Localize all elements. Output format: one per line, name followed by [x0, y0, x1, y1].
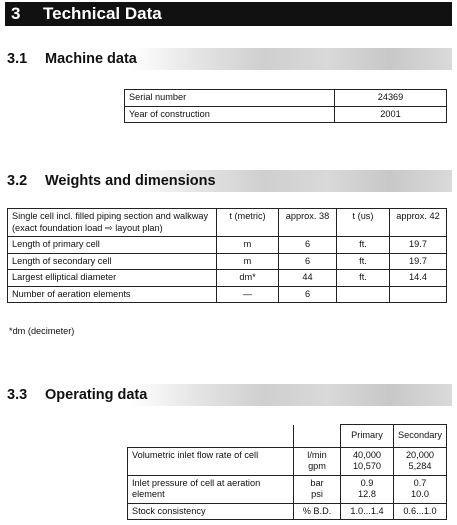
table-cell: [337, 286, 390, 303]
chapter-title: Technical Data: [43, 4, 162, 23]
section-title: Weights and dimensions: [45, 173, 216, 189]
table-cell: 14.4: [390, 270, 447, 287]
table-cell: 24369: [335, 90, 447, 107]
value-text: 10.0: [411, 489, 429, 499]
table-cell: [294, 447, 341, 475]
table-cell: Inlet pressure of cell at aeration element: [128, 475, 294, 503]
column-header-secondary: Secondary: [394, 425, 447, 448]
table-cell: 6: [279, 237, 337, 254]
table-cell: Serial number: [125, 90, 335, 107]
table-row: [128, 425, 447, 448]
table-cell: [128, 425, 294, 448]
table-cell: t (metric): [217, 209, 279, 237]
table-cell: ft.: [337, 253, 390, 270]
chapter-number: 3: [11, 4, 21, 23]
table-cell: [294, 425, 341, 448]
table-cell: 19.7: [390, 253, 447, 270]
footnote: *dm (decimeter): [9, 326, 75, 336]
table-row: [8, 270, 447, 287]
operating-data-table: [127, 424, 447, 520]
table-row: [8, 253, 447, 270]
table-cell: [341, 447, 394, 475]
table-cell: 44: [279, 270, 337, 287]
section-title: Machine data: [45, 51, 137, 67]
chapter-heading: [5, 2, 452, 26]
section-heading-machine-data: [5, 48, 452, 70]
table-cell: t (us): [337, 209, 390, 237]
table-cell: 2001: [335, 106, 447, 123]
value-text: 12.8: [358, 489, 376, 499]
table-cell: Number of aeration elements: [8, 286, 217, 303]
table-row: [125, 90, 447, 107]
value-text: 0.9: [360, 477, 374, 488]
table-cell: 0.6...1.0: [394, 503, 447, 520]
table-cell: Single cell incl. filled piping section and walkway (exact foundation load ⇨ layout plan): [8, 209, 217, 237]
table-row: [8, 286, 447, 303]
value-text: 40,000: [352, 449, 382, 460]
table-row: [125, 106, 447, 123]
table-cell: approx. 38: [279, 209, 337, 237]
table-cell: approx. 42: [390, 209, 447, 237]
table-cell: Length of secondary cell: [8, 253, 217, 270]
table-cell: [394, 475, 447, 503]
table-cell: [390, 286, 447, 303]
table-row: [8, 237, 447, 254]
table-cell: m: [217, 237, 279, 254]
table-cell: Year of construction: [125, 106, 335, 123]
table-cell: Volumetric inlet flow rate of cell: [128, 447, 294, 475]
table-cell: Largest elliptical diameter: [8, 270, 217, 287]
table-cell: 19.7: [390, 237, 447, 254]
table-row: [8, 209, 447, 237]
value-text: 10,570: [352, 461, 382, 471]
table-cell: —: [217, 286, 279, 303]
section-number: 3.3: [7, 387, 28, 403]
table-cell: [394, 447, 447, 475]
table-cell: 1.0...1.4: [341, 503, 394, 520]
section-heading-operating-data: [5, 384, 452, 406]
table-cell: [341, 475, 394, 503]
table-cell: ft.: [337, 270, 390, 287]
section-number: 3.2: [7, 173, 28, 189]
table-cell: ft.: [337, 237, 390, 254]
machine-data-table: [124, 89, 447, 123]
table-row: [128, 475, 447, 503]
table-cell: dm*: [217, 270, 279, 287]
table-cell: Stock consistency: [128, 503, 294, 520]
table-cell: 6: [279, 286, 337, 303]
weights-dimensions-table: [7, 208, 447, 303]
unit-text: l/min: [307, 449, 327, 460]
section-heading-weights-dimensions: [5, 170, 452, 192]
table-cell: [294, 475, 341, 503]
unit-text: bar: [310, 477, 324, 488]
table-cell: 6: [279, 253, 337, 270]
table-cell: m: [217, 253, 279, 270]
table-row: [128, 503, 447, 520]
value-text: 0.7: [413, 477, 427, 488]
table-cell: % B.D.: [294, 503, 341, 520]
unit-text: gpm: [308, 461, 326, 471]
unit-text: psi: [311, 489, 323, 499]
section-title: Operating data: [45, 387, 148, 403]
value-text: 5,284: [408, 461, 432, 471]
column-header-primary: Primary: [341, 425, 394, 448]
value-text: 20,000: [405, 449, 435, 460]
table-row: [128, 447, 447, 475]
table-cell: Length of primary cell: [8, 237, 217, 254]
section-number: 3.1: [7, 51, 28, 67]
